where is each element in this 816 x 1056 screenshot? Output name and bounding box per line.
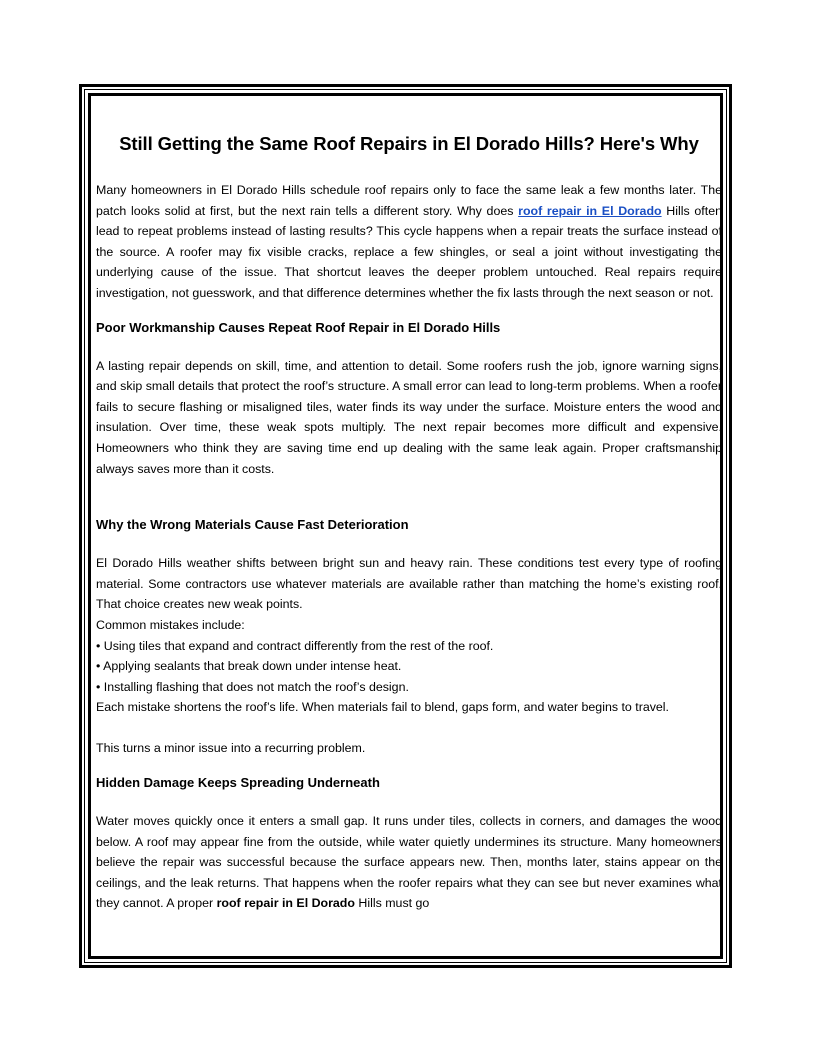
hidden-damage-paragraph [96,811,722,914]
materials-closing: Each mistake shortens the roof’s life. When materials fail to blend, gaps form, and water begins to travel. [96,700,670,715]
list-intro: Common mistakes include: [96,617,245,632]
roof-repair-link[interactable]: roof repair in El Dorado [518,203,662,218]
section-heading-workmanship: Poor Workmanship Causes Repeat Roof Repair in El Dorado Hills [96,319,501,335]
section-heading-hidden-damage: Hidden Damage Keeps Spreading Underneath [96,775,380,791]
list-item: • Using tiles that expand and contract differently from the rest of the roof. [96,638,494,653]
intro-text-start: Many homeowners in El Dorado Hills schedule roof repairs only to face the same leak a few months later. The patch looks solid at first, but the next rain tells a different story. Why does [96,183,722,218]
roof-repair-keyword: roof repair in El Dorado [216,896,355,911]
page-title: Still Getting the Same Roof Repairs in El Dorado Hills? Here's Why [119,133,699,154]
article-body [96,130,722,950]
workmanship-paragraph: A lasting repair depends on skill, time, and attention to detail. Some roofers rush the job, ignore warning signs, and skip small details that protect the roof’s structure. A small error can lead to long-term problems. When a roofer fails to secure flashing or misaligned tiles, water finds its way under the surface. Moisture enters the wood and insulation. Over time, these weak spots multiply. The next repair becomes more difficult and expensive. Homeowners who think they are saving time end up dealing with the same leak again. Proper craftsmanship always saves more than it costs. [96,358,722,476]
hidden-damage-text-end: Hills must go [354,896,430,911]
intro-paragraph [96,180,722,304]
list-item: • Applying sealants that break down under intense heat. [96,659,402,674]
materials-closing-2: This turns a minor issue into a recurring problem. [96,741,366,756]
hidden-damage-text-start: Water moves quickly once it enters a small gap. It runs under tiles, collects in corners, and damages the wood below. A roof may appear fine from the outside, while water quietly undermines its structure. Many homeowners believe the repair was successful because the surface appears new. Then, months later, stains appear on the ceilings, and the leak returns. That happens when the roofer repairs what they can see but never examines what they cannot. A proper [96,814,722,911]
intro-text-end: Hills often lead to repeat problems instead of lasting results? This cycle happens when a repair treats the surface instead of the source. A roofer may fix visible cracks, replace a few shingles, or seal a joint without investigating the underlying cause of the issue. That shortcut leaves the deeper problem untouched. Real repairs require investigation, not guesswork, and that difference determines whether the fix lasts through the next season or not. [96,203,722,300]
list-item: • Installing flashing that does not match the roof’s design. [96,679,409,694]
materials-paragraph: El Dorado Hills weather shifts between bright sun and heavy rain. These conditions test every type of roofing material. Some contractors use whatever materials are available rather than matching the home’s existing roof. That choice creates new weak points. [96,556,722,612]
section-heading-materials: Why the Wrong Materials Cause Fast Deterioration [96,517,409,533]
